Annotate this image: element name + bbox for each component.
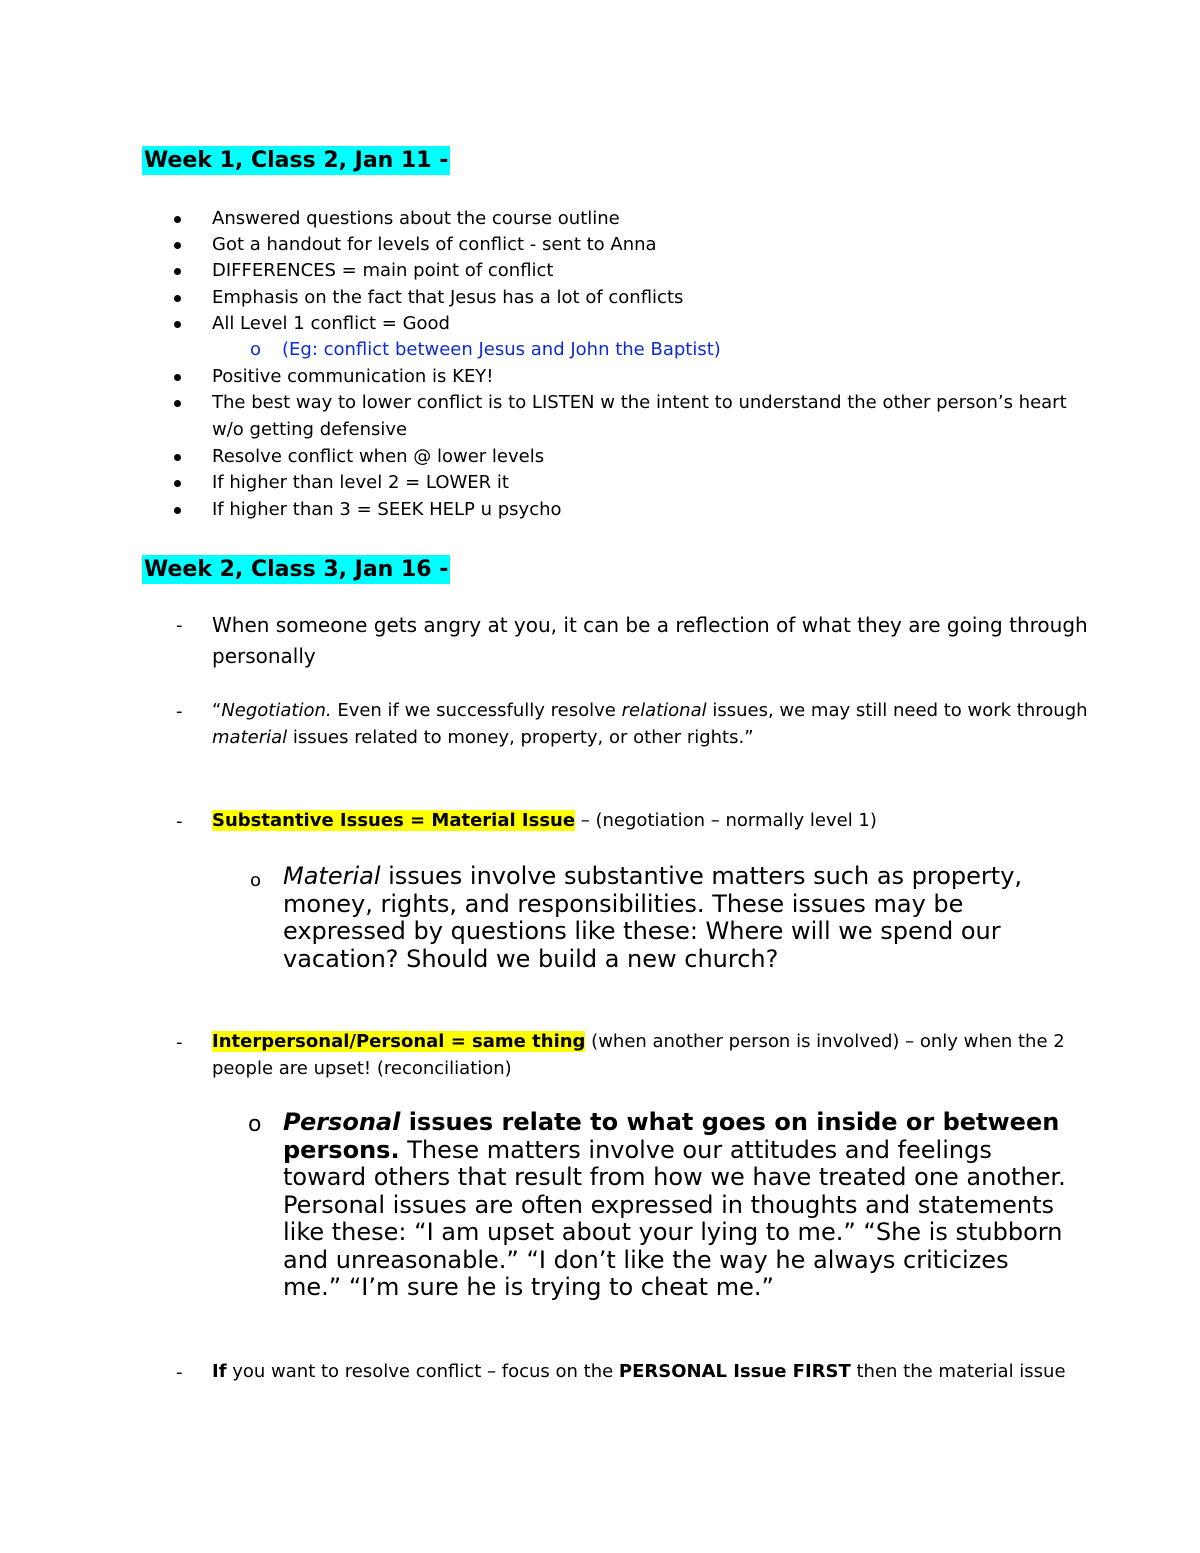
document-page: Week 1, Class 2, Jan 11 - Answered questions about the course outline Got a handout for levels of conflict - sent to Anna DIFFERENCES = main point of conflict Emphasis on the fact that Jesus has a lot of conflicts All Level 1 conflict = Good o (Eg: conflict between Jesus and John the Baptist) Positive communication is KEY! The best way to lower conflict is to LISTEN w the intent to understand the other person’s heart w/o getting defensive Resolve conflict when @ lower levels If higher than level 2 = LOWER it If higher than 3 = SEEK HELP u psycho Week 2, Class 3, Jan 16 - - When someone gets angry at you, it can be a reflection of what they are going through personally - “Negotiation. Even if we successfully resolve relational issues, we may still need to work through material issues related to money, property, or other rights.” - Substantive Issues = Material Issue – (negotiation – normally level 1) o Material issues involve substantive matters such as property, money, rights, and responsibilities. These issues may be expressed by questions like these: Where will we spend our vacation? Should we build a new church? - Interpersonal/Personal = same thing (when another person is involved) – only when the 2 people are upset! (reconciliation) o Personal issues relate to what goes on inside or between persons. These matters involve our attitudes and feelings toward others that result from how we have treated one another. Personal issues are often expressed in thoughts and statements like these: “I am upset about your lying to me.” “She is stubborn and unreasonable.” “I don’t like the way he always criticizes me.” “I’m sure he is trying to cheat me.” - If you want to resolve conflict – focus on the PERSONAL Issue FIRST then the material issue (144, 148, 1088, 1383)
personal-line-7: me.” “I’m sure he is trying to cheat me.” (283, 1273, 774, 1301)
interpersonal-item: Interpersonal/Personal = same thing (when another person is involved) – only when the 2 (212, 1031, 1065, 1052)
personal-line-1: Personal issues relate to what goes on inside or between (283, 1108, 1060, 1136)
dash-bullet-icon: - (176, 1032, 183, 1053)
list-item: When someone gets angry at you, it can be a reflection of what they are going through (212, 613, 1088, 637)
dash-bullet-icon: - (176, 1362, 183, 1383)
highlighted-term: Interpersonal/Personal = same thing (212, 1031, 586, 1052)
list-item-continuation: personally (212, 644, 316, 668)
week2-heading: Week 2, Class 3, Jan 16 - (144, 557, 449, 582)
week1-heading: Week 1, Class 2, Jan 11 - (144, 148, 449, 173)
highlighted-term: Substantive Issues = Material Issue (212, 810, 576, 831)
personal-line-6: and unreasonable.” “I don’t like the way he always criticizes (283, 1246, 1009, 1274)
quote-line-1: “Negotiation. Even if we successfully resolve relational issues, we may still need to work through (212, 700, 1088, 721)
dash-bullet-icon: - (176, 615, 183, 636)
circle-bullet-icon: o (248, 1112, 262, 1137)
personal-line-4: Personal issues are often expressed in thoughts and statements (283, 1191, 1054, 1219)
final-item: If you want to resolve conflict – focus on the PERSONAL Issue FIRST then the material issue (212, 1361, 1066, 1382)
dash-bullet-icon: - (176, 811, 183, 832)
quote-line-2: material issues related to money, property, or other rights.” (212, 727, 754, 748)
circle-bullet-icon: o (250, 870, 262, 891)
material-line-4: vacation? Should we build a new church? (283, 945, 779, 973)
material-line-3: expressed by questions like these: Where will we spend our (283, 917, 1001, 945)
personal-line-5: like these: “I am upset about your lying to me.” “She is stubborn (283, 1218, 1063, 1246)
personal-line-3: toward others that result from how we have treated one another. (283, 1163, 1066, 1191)
interpersonal-item-continuation: people are upset! (reconciliation) (212, 1058, 512, 1079)
dash-bullet-icon: - (176, 701, 183, 722)
personal-line-2: persons. These matters involve our attitudes and feelings (283, 1136, 992, 1164)
substantive-issues-item: Substantive Issues = Material Issue – (negotiation – normally level 1) (212, 810, 877, 831)
material-line-2: money, rights, and responsibilities. These issues may be (283, 890, 964, 918)
material-line-1: Material issues involve substantive matters such as property, (283, 862, 1023, 890)
circle-bullet-icon: o (250, 339, 262, 360)
